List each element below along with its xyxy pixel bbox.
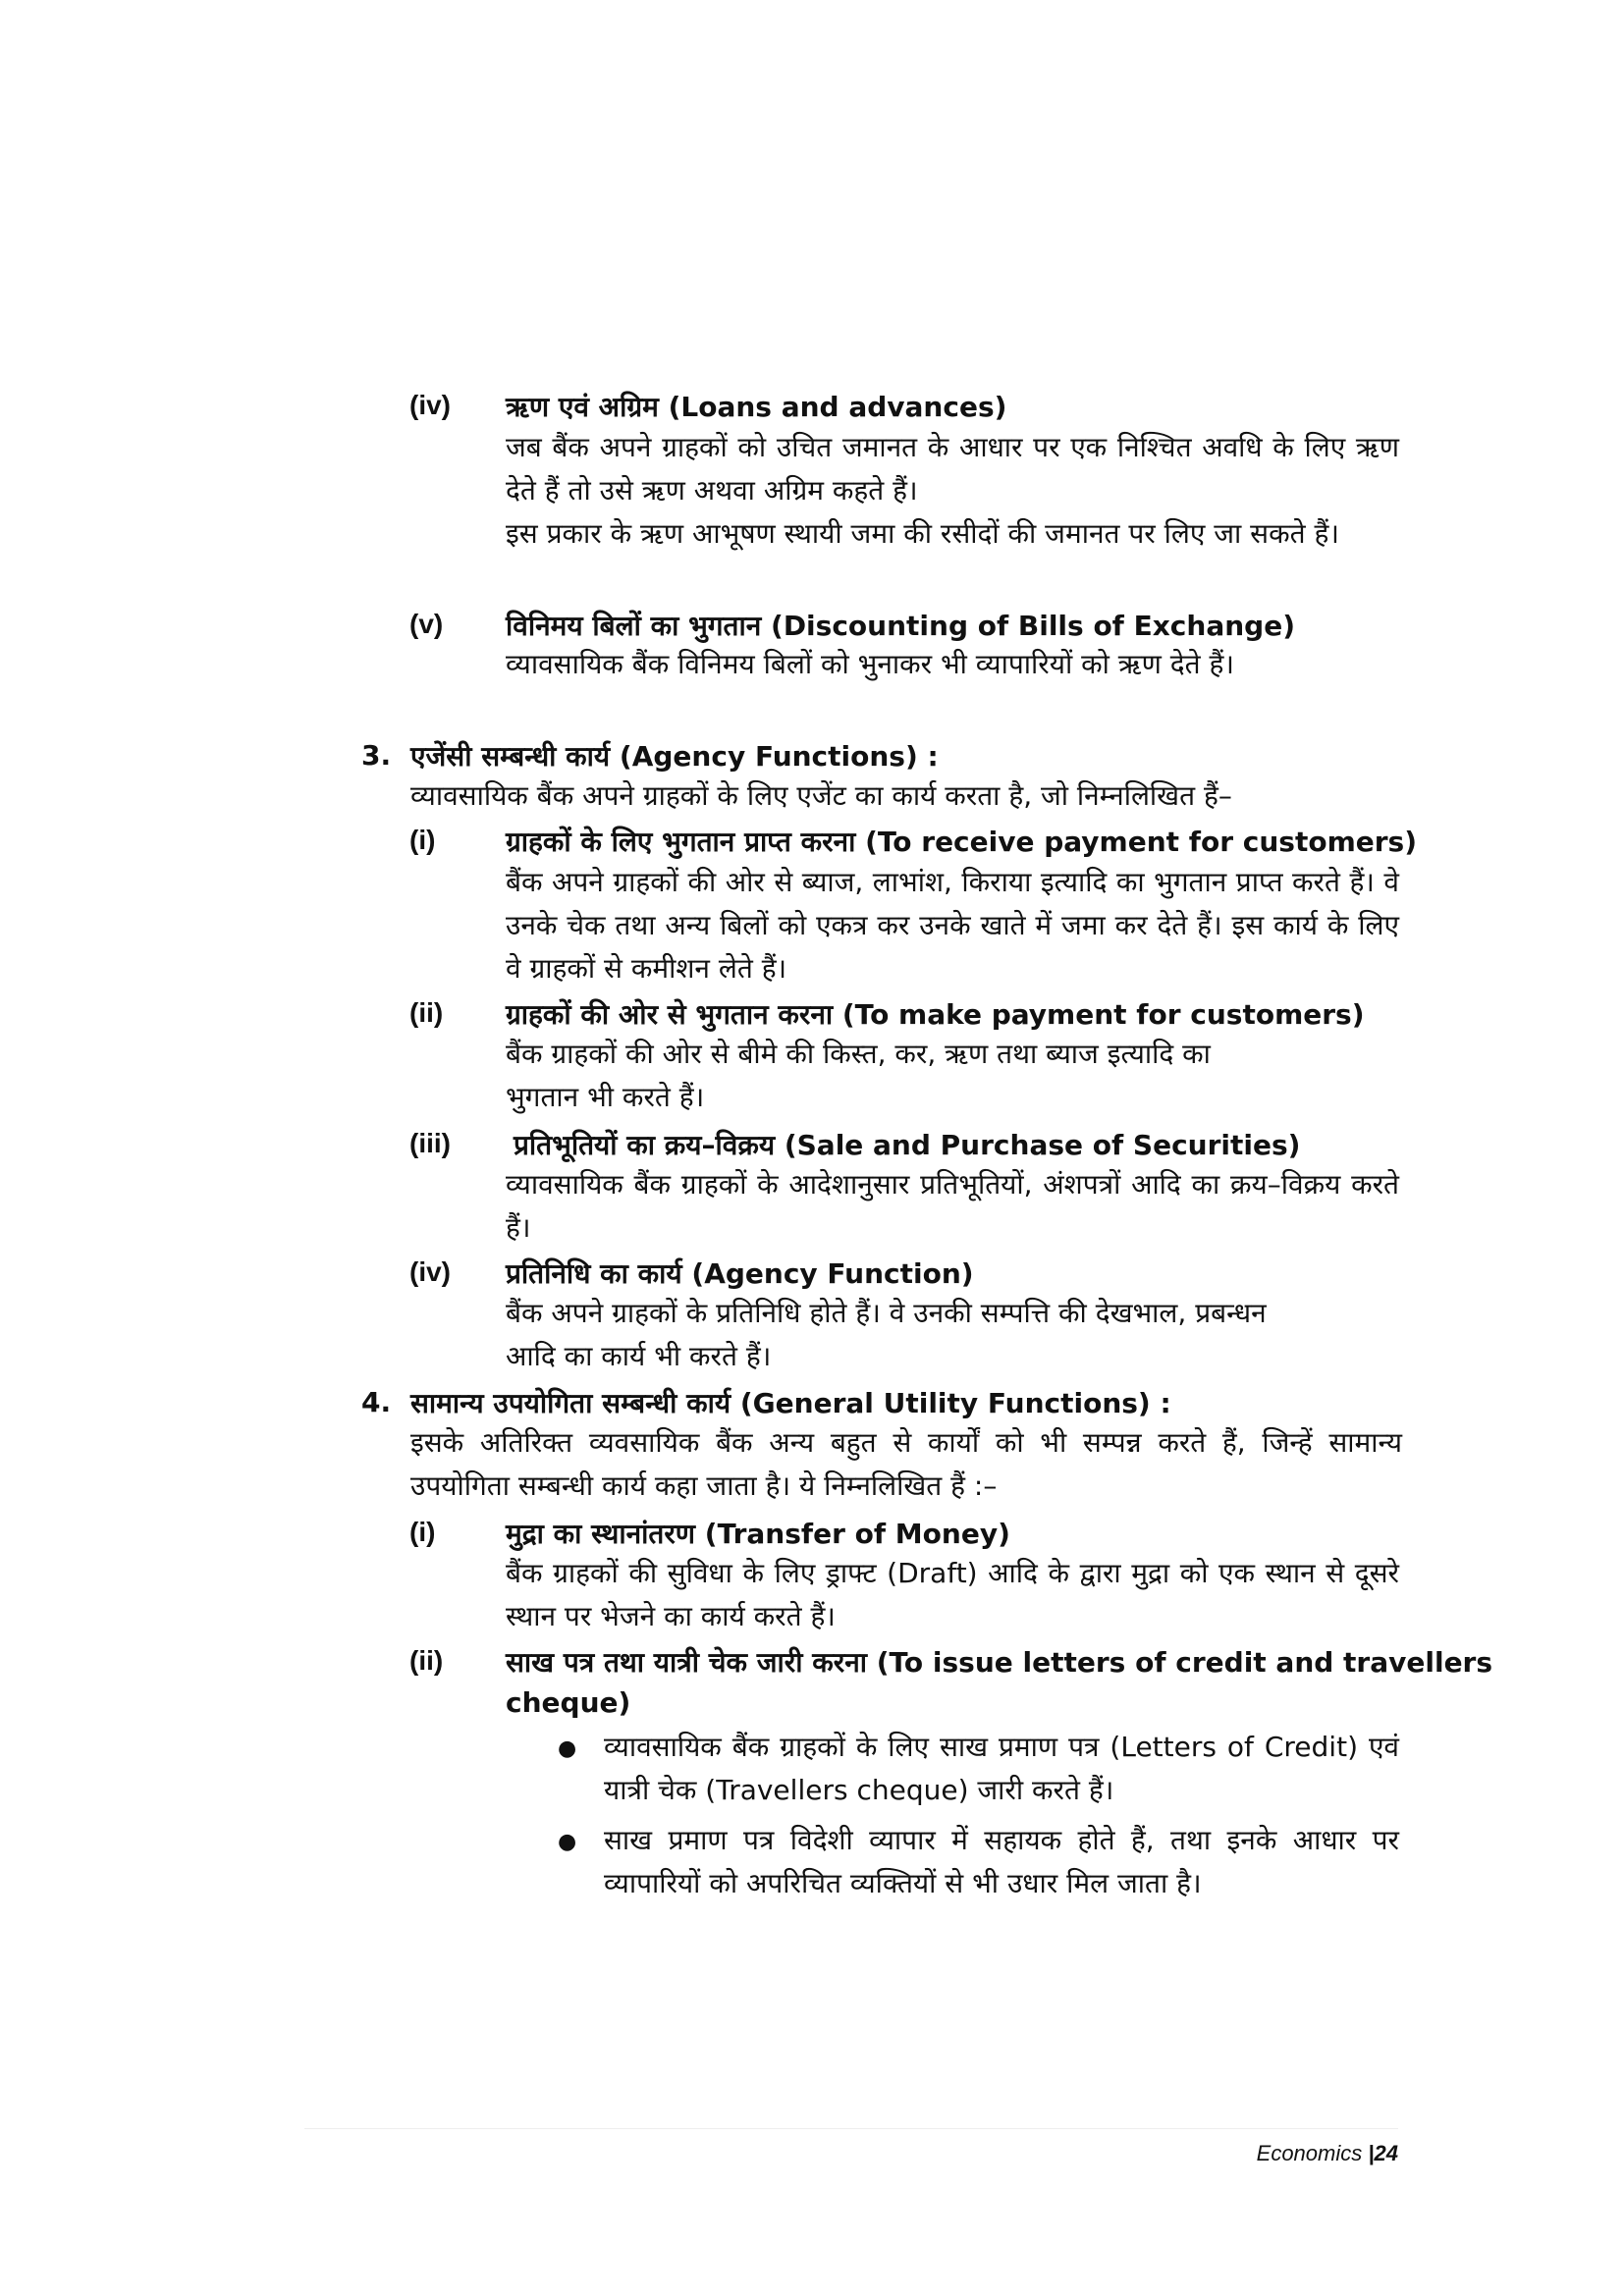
item-title: प्रतिभूतियों का क्रय–विक्रय (Sale and Purchase of Securities) [514,1129,1301,1161]
paragraph: बैंक ग्राहकों की सुविधा के लिए ड्राफ्ट (Draft) आदि के द्वारा मुद्रा को एक स्थान से दूसरे स्थान पर भेजने का कार्य करते हैं। [506,1557,1399,1632]
item-number: (iii) [409,1128,451,1158]
bullet-text: व्यावसायिक बैंक ग्राहकों के लिए साख प्रमाण पत्र (Letters of Credit) एवं यात्री चेक (Travellers cheque) जारी करते हैं। [604,1731,1399,1806]
footer-separator: | [1368,2141,1375,2165]
section-title: एजेंसी सम्बन्धी कार्य (Agency Functions) : [410,740,939,773]
section-number: 4. [361,1386,392,1418]
item-title: प्रतिनिधि का कार्य (Agency Function) [506,1257,974,1290]
section-title: सामान्य उपयोगिता सम्बन्धी कार्य (General Utility Functions) : [410,1387,1171,1419]
item-number: (iv) [409,390,451,420]
page-footer [1257,2141,1398,2166]
section-number: 3. [361,739,392,772]
section-intro: इसके अतिरिक्त व्यवसायिक बैंक अन्य बहुत से कार्यों को भी सम्पन्न करते हैं, जिन्हें सामान्य उपयोगिता सम्बन्धी कार्य कहा जाता है। ये निम्नलिखित हैं :– [410,1426,1402,1502]
item-number: (i) [409,1517,436,1547]
paragraph: इस प्रकार के ऋण आभूषण स्थायी जमा की रसीदों की जमानत पर लिए जा सकते हैं। [506,517,1339,550]
paragraph: बैंक अपने ग्राहकों की ओर से ब्याज, लाभांश, किराया इत्यादि का भुगतान प्राप्त करते हैं। वे उनके चेक तथा अन्य बिलों को एकत्र कर उनके खाते में जमा कर देते हैं। इस कार्य के लिए वे ग्राहकों से कमीशन लेते हैं। [506,866,1399,985]
paragraph-line: बैंक अपने ग्राहकों के प्रतिनिधि होते हैं। वे उनकी सम्पत्ति की देखभाल, प्रबन्धन [506,1297,1267,1329]
item-title: ग्राहकों के लिए भुगतान प्राप्त करना (To receive payment for customers) [506,826,1418,858]
footer-subject: Economics [1256,2141,1363,2165]
item-number: (iv) [409,1256,451,1287]
paragraph: जब बैंक अपने ग्राहकों को उचित जमानत के आधार पर एक निश्चित अवधि के लिए ऋण देते हैं तो उसे ऋण अथवा अग्रिम कहते हैं। [506,431,1399,507]
item-number: (v) [409,609,444,639]
bullet-icon: ● [558,1830,577,1854]
item-number: (i) [409,825,436,855]
item-title: विनिमय बिलों का भुगतान (Discounting of Bills of Exchange) [506,610,1295,642]
footer-rule [304,2128,1398,2129]
paragraph: व्यावसायिक बैंक ग्राहकों के आदेशानुसार प्रतिभूतियों, अंशपत्रों आदि का क्रय–विक्रय करते हैं। [506,1168,1399,1244]
paragraph: व्यावसायिक बैंक विनिमय बिलों को भुनाकर भी व्यापारियों को ऋण देते हैं। [506,648,1235,680]
item-title: साख पत्र तथा यात्री चेक जारी करना (To issue letters of credit and travellers [506,1646,1493,1679]
paragraph-line: आदि का कार्य भी करते हैं। [506,1340,772,1372]
item-title: मुद्रा का स्थानांतरण (Transfer of Money) [506,1518,1010,1550]
paragraph-line: बैंक ग्राहकों की ओर से बीमे की किस्त, कर, ऋण तथा ब्याज इत्यादि का [506,1038,1211,1070]
paragraph-line: भुगतान भी करते हैं। [506,1081,705,1113]
item-title: ग्राहकों की ओर से भुगतान करना (To make payment for customers) [506,998,1365,1031]
page-number: 24 [1374,2141,1398,2165]
item-title: ऋण एवं अग्रिम (Loans and advances) [506,391,1007,423]
item-title-continued: cheque) [506,1686,631,1719]
bullet-text: साख प्रमाण पत्र विदेशी व्यापार में सहायक होते हैं, तथा इनके आधार पर व्यापारियों को अपरिचित व्यक्तियों से भी उधार मिल जाता है। [604,1824,1399,1899]
item-number: (ii) [409,1645,444,1676]
bullet-icon: ● [558,1736,577,1761]
item-number: (ii) [409,997,444,1028]
section-intro: व्यावसायिक बैंक अपने ग्राहकों के लिए एजेंट का कार्य करता है, जो निम्नलिखित हैं– [410,779,1232,812]
